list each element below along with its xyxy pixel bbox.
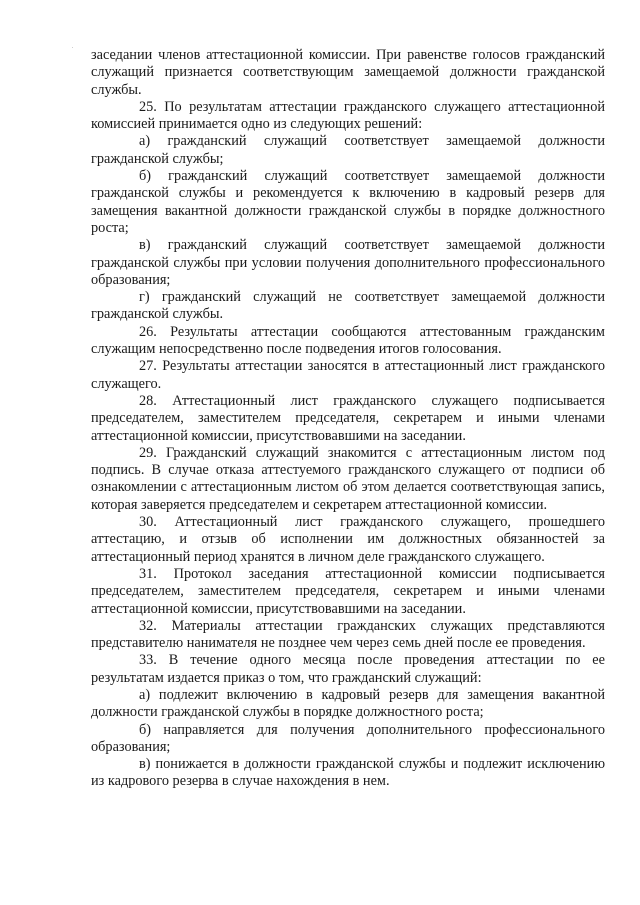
paragraph-29: 29. Гражданский служащий знакомится с аттестационным листом под подпись. В случае отказа аттестуемого гражданского служащего от подписи об ознакомлении с аттестационным листом об этом делается соответствующая запись, которая заверяется председателем и секретарем аттестационной комиссии. — [91, 444, 605, 513]
paragraph-26: 26. Результаты аттестации сообщаются аттестованным гражданским служащим непосредственно после подведения итогов голосования. — [91, 323, 605, 358]
paragraph-25-item-a: а) гражданский служащий соответствует замещаемой должности гражданской службы; — [91, 133, 605, 167]
paragraph-28: 28. Аттестационный лист гражданского служащего подписывается председателем, заместителем председателя, секретарем и иными членами аттестационной комиссии, присутствовавшими на заседании. — [91, 392, 605, 444]
paragraph-30: 30. Аттестационный лист гражданского служащего, прошедшего аттестацию, и отзыв об исполнении им должностных обязанностей за аттестационный период хранятся в личном деле гражданского служащего. — [91, 514, 605, 565]
paragraph-33-item-v: в) понижается в должности гражданской службы и подлежит исключению из кадрового резерва в случае нахождения в нем. — [91, 756, 605, 790]
paragraph-25: 25. По результатам аттестации гражданского служащего аттестационной комиссией принимается одно из следующих решений: — [91, 98, 605, 133]
paragraph-24-continuation: заседании членов аттестационной комиссии. При равенстве голосов гражданский служащий признается соответствующим замещаемой должности гражданской службы. — [91, 47, 605, 98]
paragraph-33: 33. В течение одного месяца после проведения аттестации по ее результатам издается приказ о том, что гражданский служащий: — [91, 652, 605, 686]
paragraph-25-item-b: б) гражданский служащий соответствует замещаемой должности гражданской службы и рекомендуется к включению в кадровый резерв для замещения вакантной должности гражданской службы в порядке должностного роста; — [91, 168, 605, 236]
margin-mark — [72, 47, 73, 48]
paragraph-25-item-v: в) гражданский служащий соответствует замещаемой должности гражданской службы при условии получения дополнительного профессионального образования; — [91, 237, 605, 288]
paragraph-25-item-g: г) гражданский служащий не соответствует замещаемой должности гражданской службы. — [91, 289, 605, 323]
paragraph-33-item-b: б) направляется для получения дополнительного профессионального образования; — [91, 721, 605, 755]
paragraph-33-item-a: а) подлежит включению в кадровый резерв для замещения вакантной должности гражданской службы в порядке должностного роста; — [91, 686, 605, 721]
paragraph-31: 31. Протокол заседания аттестационной комиссии подписывается председателем, заместителем председателя, секретарем и иными членами аттестационной комиссии, присутствовавшими на заседании. — [91, 565, 605, 617]
document-page — [91, 47, 605, 791]
paragraph-27: 27. Результаты аттестации заносятся в аттестационный лист гражданского служащего. — [91, 358, 605, 392]
paragraph-32: 32. Материалы аттестации гражданских служащих представляются представителю нанимателя не позднее чем через семь дней после ее проведения. — [91, 617, 605, 652]
